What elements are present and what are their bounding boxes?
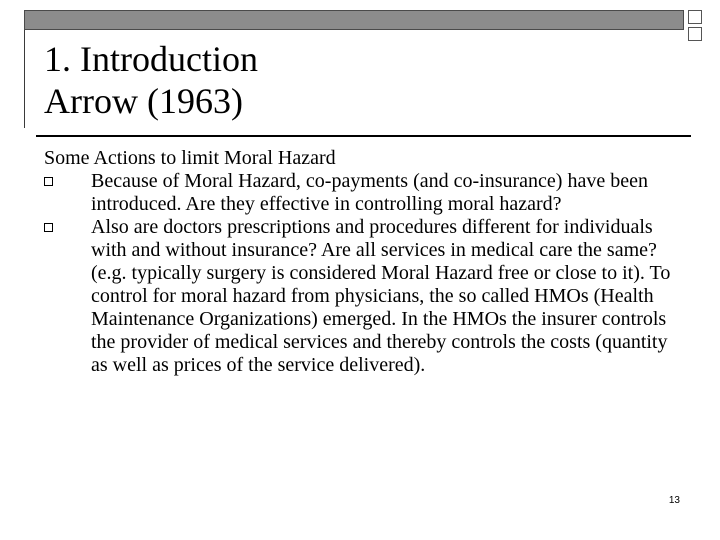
decorative-left-rule (24, 30, 25, 128)
slide-title-line-1: 1. Introduction (44, 39, 258, 79)
slide-title (44, 38, 258, 122)
decorative-corner-square-bottom (688, 27, 702, 41)
decorative-top-bar (24, 10, 684, 30)
hollow-square-bullet-icon (44, 223, 53, 232)
decorative-corner-square-top (688, 10, 702, 24)
bullet-list (44, 170, 684, 377)
bullet-point-1 (44, 170, 684, 216)
bullet-point-2 (44, 216, 684, 377)
bullet-point-text: Also are doctors prescriptions and procedures different for individuals with and without insurance? Are all services in medical care the same? (e.g. typically surgery is considered Moral Hazard free or close to it). To control for moral hazard from physicians, the so called HMOs (Health Maintenance Organizations) emerged. In the HMOs the insurer controls the provider of medical services and thereby controls the costs (quantity as well as prices of the service delivered). (91, 216, 671, 376)
lead-text: Some Actions to limit Moral Hazard (44, 147, 336, 169)
slide-body (44, 147, 684, 377)
hollow-square-bullet-icon (44, 177, 53, 186)
page-number: 13 (668, 495, 680, 506)
bullet-point-text: Because of Moral Hazard, co-payments (and co-insurance) have been introduced. Are they effective in controlling moral hazard? (91, 170, 648, 215)
slide-title-line-2: Arrow (1963) (44, 81, 243, 121)
title-divider (36, 135, 691, 137)
